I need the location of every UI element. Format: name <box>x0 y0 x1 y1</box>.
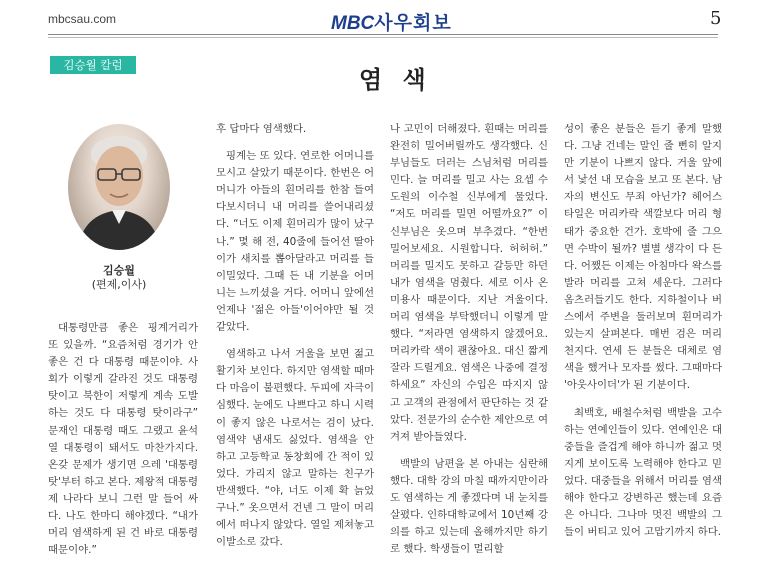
author-name: 김승월 <box>103 264 135 277</box>
article-title: 염 색 <box>359 65 432 94</box>
page-number: 5 <box>710 8 722 29</box>
masthead-title: 사우회보 <box>374 12 452 34</box>
site-url: mbcsau.com <box>48 12 117 26</box>
header-rule-thin <box>48 37 718 38</box>
body-column-2 <box>216 121 374 561</box>
paragraph: 최백호, 배철수처럼 백발을 고수하는 연예인들이 있다. 연예인은 대중들을 즐겁게 해야 하니까 젊고 멋지게 보이도록 노력해야 한다고 믿었다. 대중들을 위해서 머리를 염색해야 한다고 강변하곤 했는데 요즘은 아니다. 그나마 멋진 백발의 그들이 버티고 있어 고맙기까지 하다. <box>564 406 722 539</box>
header-rule <box>48 34 718 35</box>
body-column-1 <box>48 320 198 569</box>
masthead-logo <box>331 8 452 35</box>
author-portrait-illustration <box>68 124 170 250</box>
column-tag: 김승월 칼럼 <box>50 56 136 74</box>
paragraph: 성이 좋은 분들은 듣기 좋게 말했다. 그냥 건네는 말인 줄 뻔히 알지만 기분이 나쁘지 않다. 거울 앞에서 낯선 내 모습을 보고 또 본다. 남자의 변신도 무죄 아닌가? 헤어스타일은 머리카락 색깔보다 머리 형태가 중요한 건가. 호박에 줄 그으면 수박이 될까? 별별 생각이 다 든다. 어쨌든 이제는 아침마다 왁스를 발라 머리를 고쳐 세운다. 그러다 옴츠러들기도 한다. 지하철이나 버스에서 주변을 둘러보며 흰머리가 있는지 살펴본다. 매번 검은 머리 천지다. 연세 든 분들은 대체로 염색을 했거나 모자를 썼다. 그때마다 '아웃사이더'가 된 기분이다. <box>564 123 722 392</box>
author-photo <box>68 124 170 250</box>
paragraph: 대통령만큼 좋은 핑계거리가 또 있을까. “요즘처럼 경기가 안 좋은 건 다 대통령 때문이야. 사회가 이렇게 갈라진 것도 대통령 탓이고 북한이 저렇게 계속 도발하는 것도 다 대통령 탓이라구” 문재인 대통령 때도 그랬고 윤석열 대통령이 돼서도 마찬가지다. 온갖 문제가 생기면 으레 '대통령 탓'부터 하고 본다. 제왕적 대통령제 나라다 보니 그런 말 들어 싸다. 나도 한마디 해야겠다. “내가 머리 염색하게 된 건 바로 대통령 때문이야.” <box>48 322 198 557</box>
paragraph: 후 답마다 염색했다. <box>216 123 307 135</box>
mbc-logo: MBC <box>331 13 375 34</box>
author-role: (편제,이사) <box>91 278 147 291</box>
paragraph: 염색하고 나서 거울을 보면 젊고 활기차 보인다. 하지만 염색할 때마다 마음이 불편했다. 두피에 자극이 심했다. 눈에도 나쁘다고 하니 시력이 좋지 않은 나로서는 검이 났다. 염색약 냄새도 싫었다. 염색을 안 하고 고등학교 동창회에 간 적이 있었다. 가리지 않고 말하는 친구가 반색했다. “야, 너도 이제 확 늙었구나.” 옷으면서 건넨 그 말이 머리에서 떠나지 않았다. 열일 제쳐놓고 이발소로 갔다. <box>216 348 374 549</box>
paragraph: 핑계는 또 있다. 연로한 어머니를 모시고 살았기 때문이다. 한번은 어머니가 아들의 흰머리를 한참 들여다보시더니 내 머리를 쓸어내리셨다. “너도 이제 흰머리가 많이 났구나.” 몇 해 전, 40줄에 들어선 딸아이가 새치를 뽑아달라고 머리를 들이밀었다. 그때 든 내 기분을 어머니는 느끼셨을 거다. 어머니 앞에선 언제나 '젊은 아들'이어야만 될 것 같았다. <box>216 150 374 334</box>
body-column-4 <box>564 121 722 551</box>
body-column-3 <box>390 121 548 568</box>
paragraph: 나 고민이 더해졌다. 흰때는 머리를 완전히 밀어버릴까도 생각했다. 신부님들도 더러는 스님처럼 머리를 민다. 늘 머리를 밀고 사는 요셉 수도원의 이수철 신부에게 물었다. “저도 머리를 밀면 어떨까요?” 이 신부님은 옷으며 부추겼다. “한번 밀어보세요. 시원합니다. 허허허.” 머리를 밀지도 못하고 갈등만 하던 내가 염색을 멈췄다. 세로 이사 온 미용사 때문이다. 지난 겨울이다. 머리 염색을 부탁했더니 이렇게 말했다. “저라면 염색하지 않겠어요. 머리카락 색이 괜찮아요. 대신 짧게 잘라 드릴게요. 염색은 나중에 결정하세요” 자신의 수입은 따지지 않고 고객의 관점에서 판단하는 것 같았다. 전문가의 순수한 제안으로 여겨져 받아들였다. <box>390 123 548 443</box>
paragraph: 백발의 남편을 본 아내는 심란해했다. 대학 강의 마칠 때까지만이라도 염색하는 게 좋겠다며 내 눈치를 살폈다. 인하대학교에서 10년째 강의를 하고 있는데 올해까지만 하기로 했다. 학생들이 멀리할 <box>390 457 548 556</box>
